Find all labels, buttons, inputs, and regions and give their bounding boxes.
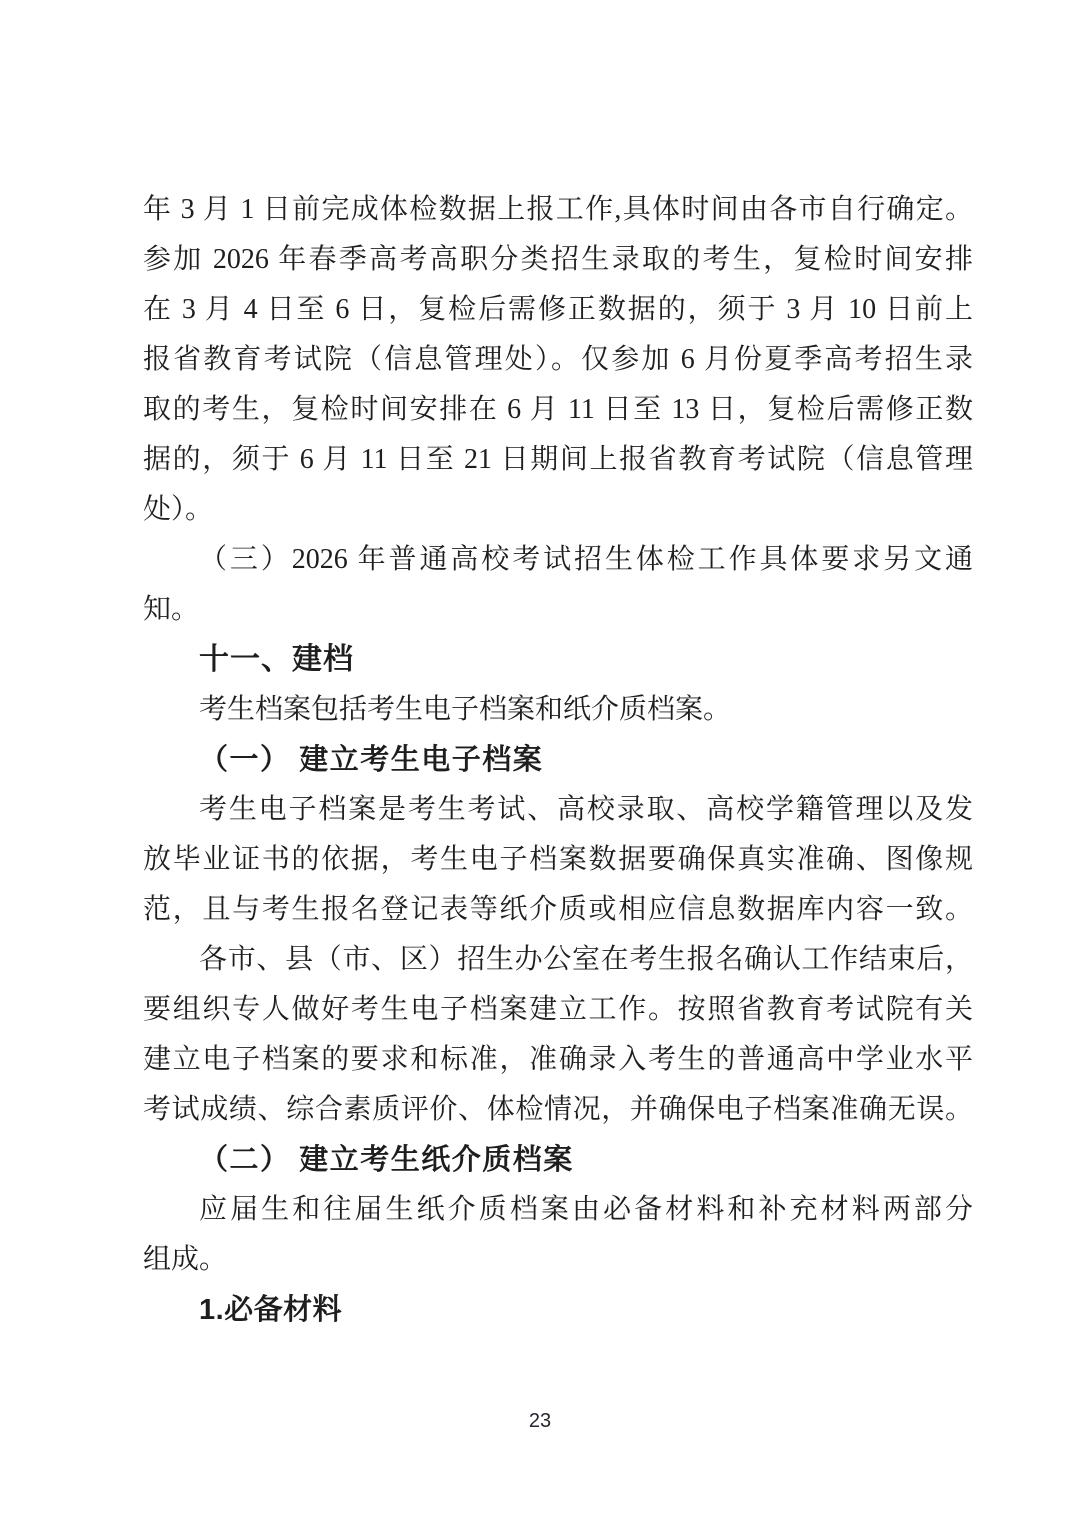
body-text-line: 要组织专人做好考生电子档案建立工作。按照省教育考试院有关 [143, 994, 973, 1025]
body-text-line: 组成。 [143, 1244, 228, 1275]
body-text-line: 取的考生，复检时间安排在 6 月 11 日至 13 日，复检后需修正数 [143, 394, 973, 425]
body-text-line: 报省教育考试院（信息管理处）。仅参加 6 月份夏季高考招生录 [143, 344, 973, 375]
page-number: 23 [528, 1410, 552, 1432]
body-text-line: 考生档案包括考生电子档案和纸介质档案。 [199, 694, 732, 725]
body-text-line: （三）2026 年普通高校考试招生体检工作具体要求另文通 [199, 544, 973, 575]
body-text-line: 各市、县（市、区）招生办公室在考生报名确认工作结束后， [199, 944, 973, 975]
body-text-line: 处）。 [143, 494, 214, 525]
item-heading-required-materials: 1.必备材料 [199, 1294, 343, 1326]
body-text-line: 考生电子档案是考生考试、高校录取、高校学籍管理以及发 [199, 794, 973, 825]
subsection-heading-paper-archive: （二） 建立考生纸介质档案 [199, 1144, 574, 1176]
body-text-line: 参加 2026 年春季高考高职分类招生录取的考生，复检时间安排 [143, 244, 973, 275]
body-text-line: 范，且与考生报名登记表等纸介质或相应信息数据库内容一致。 [143, 894, 973, 925]
body-text-line: 在 3 月 4 日至 6 日，复检后需修正数据的，须于 3 月 10 日前上 [143, 294, 973, 325]
body-text-line: 建立电子档案的要求和标准，准确录入考生的普通高中学业水平 [143, 1044, 973, 1075]
body-text-line: 知。 [143, 594, 200, 625]
body-text-line: 考试成绩、综合素质评价、体检情况，并确保电子档案准确无误。 [143, 1094, 973, 1125]
body-text-line: 据的，须于 6 月 11 日至 21 日期间上报省教育考试院（信息管理 [143, 444, 973, 475]
section-heading-jiandang: 十一、建档 [199, 643, 354, 676]
body-text-line: 放毕业证书的依据，考生电子档案数据要确保真实准确、图像规 [143, 844, 973, 875]
body-text-line: 年 3 月 1 日前完成体检数据上报工作,具体时间由各市自行确定。 [143, 194, 973, 225]
document-body [143, 185, 973, 1335]
body-text-line: 应届生和往届生纸介质档案由必备材料和补充材料两部分 [199, 1194, 973, 1225]
subsection-heading-electronic-archive: （一） 建立考生电子档案 [199, 744, 544, 776]
